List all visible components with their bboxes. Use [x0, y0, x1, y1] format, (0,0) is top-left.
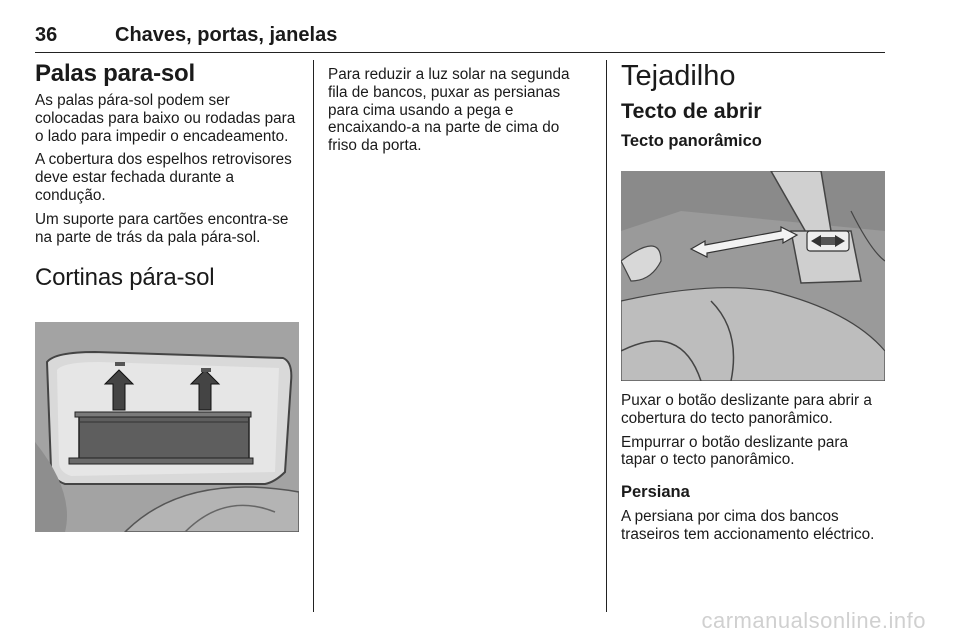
sunblind-drawing [35, 322, 299, 532]
paragraph-card-holder: Um suporte para cartões encontra-se na parte de trás da pala pára-sol. [35, 210, 289, 246]
chapter-title-roof: Tejadilho [621, 60, 736, 92]
page-number: 36 [35, 24, 58, 46]
running-header: Chaves, portas, janelas [115, 24, 338, 46]
paragraph-mirror-cover: A cobertura dos espelhos retrovisores deve estar fechada durante a condução. [35, 151, 292, 204]
panoramic-roof-illustration [621, 171, 885, 381]
paragraph-open-roof: Puxar o botão deslizante para abrir a cobertura do tecto panorâmico. [621, 392, 872, 427]
paragraph-sunblind-instructions: Para reduzir a luz solar na segunda fila de bancos, puxar as persianas para cima usando a pega e encaixando-a na parte de cima do friso da porta. [328, 66, 570, 155]
section-title-sun-visors: Palas para-sol [35, 60, 195, 87]
subsection-title-blind: Persiana [621, 483, 690, 502]
paragraph-close-roof: Empurrar o botão deslizante para tapar o tecto panorâmico. [621, 433, 849, 469]
column-2 [328, 66, 592, 155]
sunblind-illustration [35, 322, 299, 532]
column-3 [621, 60, 887, 151]
column-divider-1 [313, 60, 314, 612]
paragraph-sun-visors: As palas pára-sol podem ser colocadas para baixo ou rodadas para o lado para impedir o encadeamento. [35, 92, 296, 145]
page-header [35, 24, 885, 53]
column-1 [35, 60, 299, 292]
column-3-text [621, 392, 887, 544]
section-title-sunroof: Tecto de abrir [621, 99, 762, 123]
paragraph-electric-blind: A persiana por cima dos bancos traseiros tem accionamento eléctrico. [621, 508, 875, 543]
panoramic-roof-drawing [621, 171, 885, 381]
section-title-sunblinds: Cortinas pára-sol [35, 264, 215, 292]
watermark: carmanualsonline.info [701, 608, 926, 633]
column-divider-2 [606, 60, 607, 612]
subsection-title-panoramic: Tecto panorâmico [621, 132, 762, 150]
